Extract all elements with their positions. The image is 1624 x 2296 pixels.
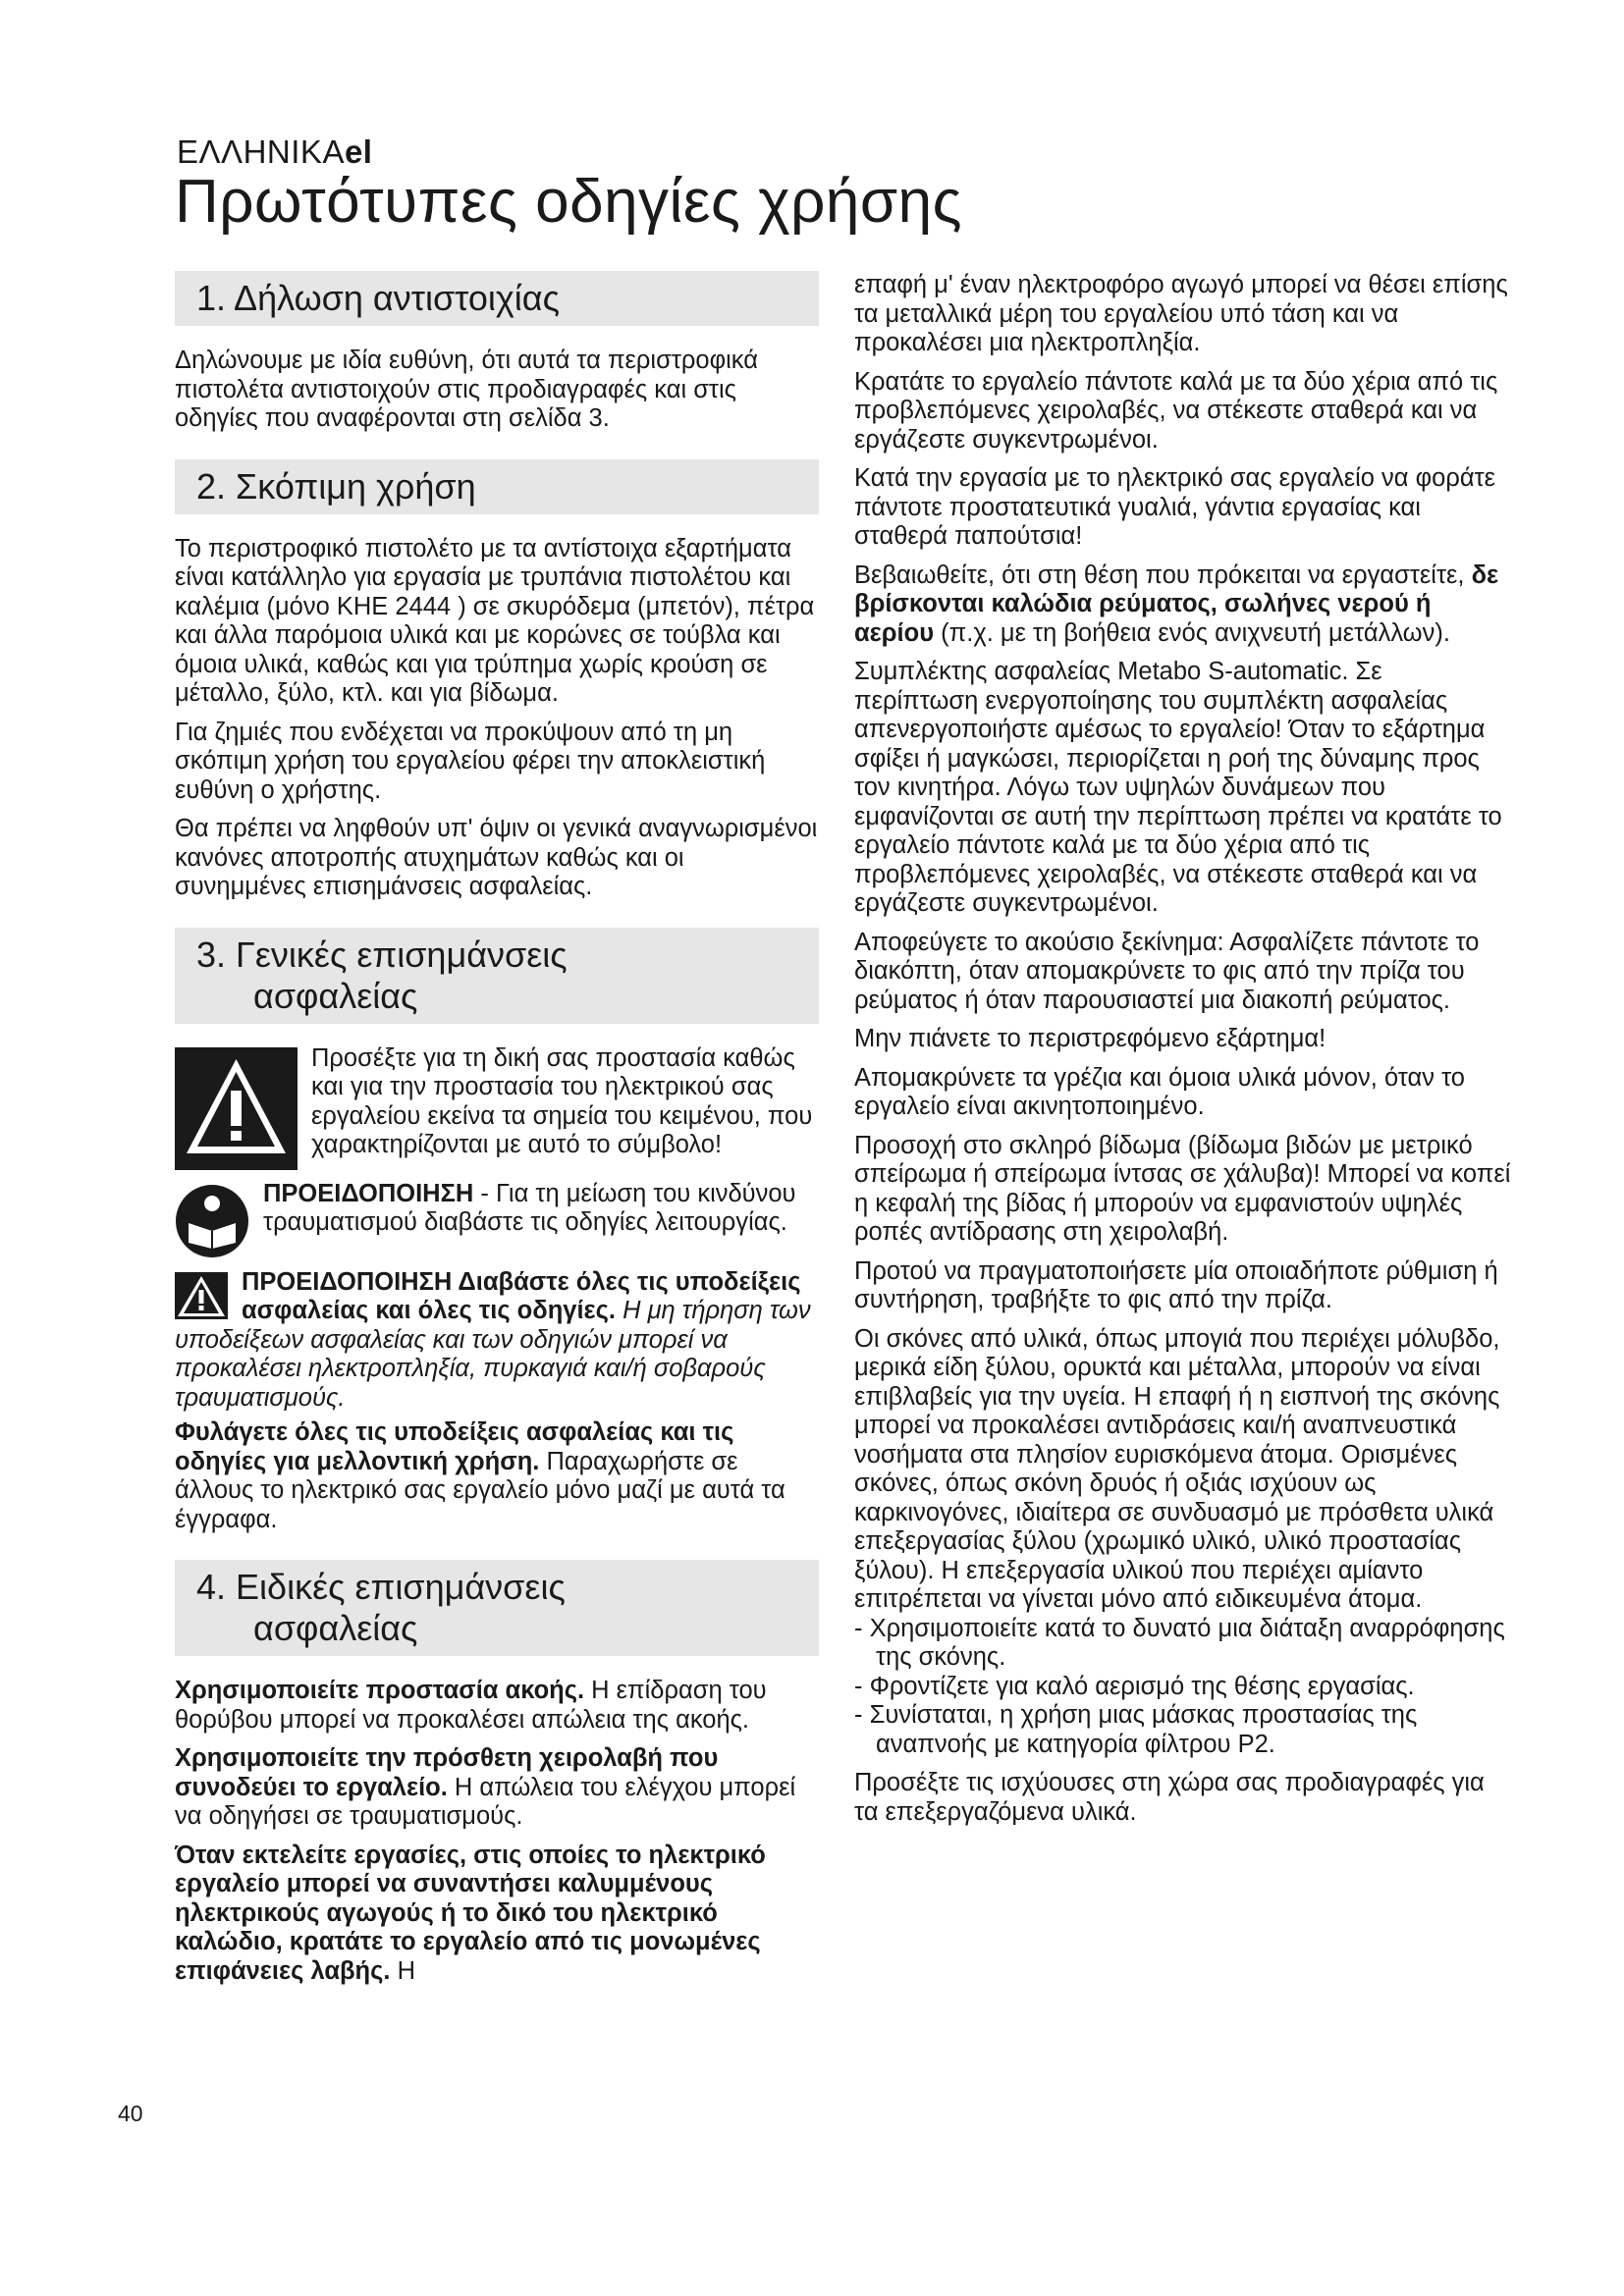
warning-italic-text: Η μη τήρηση των υποδείξεων ασφαλείας και των οδηγιών μπορεί να προκαλέσει ηλεκτροπληξία, πυρκαγιά και/ή σοβαρούς τραυματισμούς. — [175, 1297, 811, 1412]
paragraph — [175, 1842, 819, 1987]
paragraph: Απομακρύνετε τα γρέζια και όμοια υλικά μόνον, όταν το εργαλείο είναι ακινητοποιημένο. — [854, 1063, 1465, 1120]
page-number: 40 — [118, 2101, 143, 2126]
bold-text: Φυλάγετε όλες τις υποδείξεις ασφαλείας και τις οδηγίες για μελλοντική χρήση. — [175, 1418, 734, 1475]
warning-text: - Για τη μείωση του κινδύνου τραυματισμού διαβάστε τις οδηγίες λειτουργίας. — [263, 1179, 796, 1236]
right-column — [854, 271, 1512, 1837]
paragraph: Κρατάτε το εργαλείο πάντοτε καλά με τα δύο χέρια από τις προβλεπόμενες χειρολαβές, να στέκεστε σταθερά και να εργάζεστε συγκεντρωμένοι. — [854, 367, 1498, 454]
text: Η — [390, 1956, 415, 1985]
bold-text: Όταν εκτελείτε εργασίες, στις οποίες το ηλεκτρικό εργαλείο μπορεί να συναντήσει καλυμμένους ηλεκτρικούς αγωγούς ή το δικό του ηλεκτρικό καλώδιο, κρατάτε το εργαλείο από τις μονωμένες επιφάνειες λαβής. — [175, 1841, 766, 1985]
section-2-heading — [175, 459, 819, 514]
paragraph — [175, 1677, 819, 1735]
warning-bold-text: ΠΡΟΕΙΔΟΠΟΙΗΣΗ Διαβάστε όλες τις υποδείξεις ασφαλείας και όλες τις οδηγίες. — [242, 1267, 801, 1324]
paragraph: Προτού να πραγματοποιήσετε μία οποιαδήποτε ρύθμιση ή συντήρηση, τραβήξτε το φις από την πρίζα. — [854, 1256, 1498, 1313]
paragraph: Για ζημιές που ενδέχεται να προκύψουν από τη μη σκόπιμη χρήση του εργαλείου φέρει την αποκλειστική ευθύνη ο χρήστης. — [175, 718, 766, 804]
section-title: Σκόπιμη χρήση — [236, 465, 476, 507]
section-4-heading — [175, 1560, 819, 1656]
section-number: 2. — [196, 465, 227, 507]
bold-text: δε βρίσκονται καλώδια ρεύματος, σωλήνες νερού ή αερίου — [854, 561, 1499, 647]
section-3-heading — [175, 928, 819, 1024]
paragraph: Μην πιάνετε το περιστρεφόμενο εξάρτημα! — [854, 1025, 1326, 1052]
read-manual-icon — [175, 1184, 249, 1258]
paragraph: επαφή μ' έναν ηλεκτροφόρο αγωγό μπορεί να θέσει επίσης τα μεταλλικά μέρη του εργαλείου υπό τάση και να προκαλέσει μια ηλεκτροπληξία. — [854, 271, 1508, 356]
text: Παραχωρήστε σε άλλους το ηλεκτρικό σας εργαλείο μόνο μαζί με αυτά τα έγγραφα. — [175, 1447, 785, 1533]
bold-text: Χρησιμοποιείτε την πρόσθετη χειρολαβή που συνοδεύει το εργαλείο. — [175, 1744, 719, 1801]
paragraph: Οι σκόνες από υλικά, όπως μπογιά που περιέχει μόλυβδο, μερικά είδη ξύλου, ορυκτά και μέταλλα, μπορούν να είναι επιβλαβείς για την υγεία. Η επαφή ή η εισπνοή της σκόνης μπορεί να προκαλέσει αντιδράσεις και/ή αναπνευστικά νοσήματα στα πλησίον ευρισκόμενα άτομα. Ορισμένες σκόνες, όπως σκόνη δρυός ή οξιάς ισχύουν ως καρκινογόνες, ιδιαίτερα σε συνδυασμό με πρόσθετα υλικά επεξεργασίας ξύλου (χρωμικό υλικό, υλικό προστασίας ξύλου). Η επεξεργασία υλικού που περιέχει αμίαντο επιτρέπεται να γίνεται μόνο από ειδικευμένα άτομα. — [854, 1324, 1500, 1613]
list-item: - Χρησιμοποιείτε κατά το δυνατό μια διάταξη αναρρόφησης της σκόνης. — [854, 1614, 1505, 1671]
dust-bullet-list — [854, 1615, 1512, 1760]
bold-text: Χρησιμοποιείτε προστασία ακοής. — [175, 1677, 585, 1704]
text: Η επίδραση του θορύβου μπορεί να προκαλέσει απώλεια της ακοής. — [175, 1677, 767, 1734]
warning-label: ΠΡΟΕΙΔΟΠΟΙΗΣΗ — [263, 1179, 474, 1207]
section-title: Δήλωση αντιστοιχίας — [234, 278, 560, 318]
paragraph: Το περιστροφικό πιστολέτο με τα αντίστοιχα εξαρτήματα είναι κατάλληλο για εργασία με τρυπάνια πιστολέτου και καλέμια (μόνο KHE 2444 ) σε σκυρόδεμα (μπετόν), πέτρα και άλλα παρόμοια υλικά και με κορώνες σε τούβλα και όμοια υλικά, καθώς και για τρύπημα χωρίς κρούση σε μέταλλο, ξύλο, κτλ. και για βίδωμα. — [175, 534, 815, 707]
section-title-line2: ασφαλείας — [253, 975, 418, 1016]
section-1-heading — [175, 271, 819, 326]
paragraph: Δηλώνουμε με ιδία ευθύνη, ότι αυτά τα περιστροφικά πιστολέτα αντιστοιχούν στις προδιαγραφές και στις οδηγίες που αναφέρονται στη σελίδα 3. — [175, 347, 758, 432]
section-number: 4. — [196, 1567, 227, 1607]
paragraph: Προσέξτε τις ισχύουσες στη χώρα σας προδιαγραφές για τα επεξεργαζόμενα υλικά. — [854, 1769, 1485, 1826]
section-title-line2: ασφαλείας — [253, 1608, 418, 1648]
page-title: Πρωτότυπες οδηγίες χρήσης — [175, 168, 963, 236]
safety-symbol-note — [175, 1044, 819, 1170]
section-title-line1: Ειδικές επισημάνσεις — [236, 1567, 566, 1607]
keep-instructions — [175, 1418, 819, 1534]
text: Η απώλεια του ελέγχου μπορεί να οδηγήσει σε τραυματισμούς. — [175, 1773, 796, 1830]
read-manual-warning — [175, 1180, 819, 1258]
paragraph — [175, 1744, 819, 1832]
section-number: 3. — [196, 934, 227, 975]
paragraph: Συμπλέκτης ασφαλείας Metabo S-automatic. Σε περίπτωση ενεργοποίησης του συμπλέκτη ασφαλείας απενεργοποιήστε αμέσως το εργαλείο! Όταν το εξάρτημα σφίξει ή μαγκώσει, περιορίζεται η ροή της δύναμης προς τον κινητήρα. Λόγω των υψηλών δυνάμεων που εμφανίζονται σε αυτή την περίπτωση πρέπει να κρατάτε το εργαλείο πάντοτε καλά με τα δύο χέρια από τις προβλεπόμενες χειρολαβές, να στέκεστε σταθερά και να εργάζεστε συγκεντρωμένοι. — [854, 658, 1502, 917]
paragraph: Κατά την εργασία με το ηλεκτρικό σας εργαλείο να φοράτε πάντοτε προστατευτικά γυαλιά, γάντια εργασίας και σταθερά παπούτσια! — [854, 464, 1496, 550]
text: (π.χ. με τη βοήθεια ενός ανιχνευτή μετάλλων). — [934, 618, 1450, 647]
safety-symbol-text: Προσέξτε για τη δική σας προστασία καθώς και για την προστασία του ηλεκτρικού σας εργαλείου εκείνα τα σημεία του κειμένου, που χαρακτηρίζονται με αυτό το σύμβολο! — [311, 1043, 813, 1158]
language-code: el — [344, 133, 373, 170]
paragraph — [854, 561, 1512, 649]
list-item: - Συνίσταται, η χρήση μιας μάσκας προστασίας της αναπνοής με κατηγορία φίλτρου P2. — [854, 1701, 1418, 1758]
paragraph: Προσοχή στο σκληρό βίδωμα (βίδωμα βιδών με μετρικό σπείρωμα ή σπείρωμα ίντσας σε χάλυβα)! Μπορεί να κοπεί η κεφαλή της βίδας ή μπορούν να εμφανιστούν υψηλές ροπές αντίδρασης στη χειρολαβή. — [854, 1131, 1511, 1246]
paragraph: Θα πρέπει να ληφθούν υπ' όψιν οι γενικά αναγνωρισμένοι κανόνες αποτροπής ατυχημάτων καθώς και οι συνημμένες επισημάνσεις ασφαλείας. — [175, 815, 818, 900]
section-number: 1. — [196, 278, 227, 318]
section-title-line1: Γενικές επισημάνσεις — [236, 934, 568, 975]
language-name: ΕΛΛΗΝΙΚΑ — [177, 133, 345, 170]
warning-triangle-icon — [175, 1047, 298, 1170]
text: Βεβαιωθείτε, ότι στη θέση που πρόκειται να εργαστείτε, — [854, 561, 1472, 589]
read-all-warning — [175, 1268, 819, 1414]
warning-triangle-small-icon — [175, 1272, 228, 1319]
left-column — [175, 271, 819, 1996]
list-item: - Φροντίζετε για καλό αερισμό της θέσης εργασίας. — [854, 1672, 1415, 1700]
language-label — [177, 133, 372, 171]
paragraph: Αποφεύγετε το ακούσιο ξεκίνημα: Ασφαλίζετε πάντοτε το διακόπτη, όταν απομακρύνετε το φις από την πρίζα του ρεύματος ή όταν παρουσιαστεί μια διακοπή ρεύματος. — [854, 928, 1480, 1014]
